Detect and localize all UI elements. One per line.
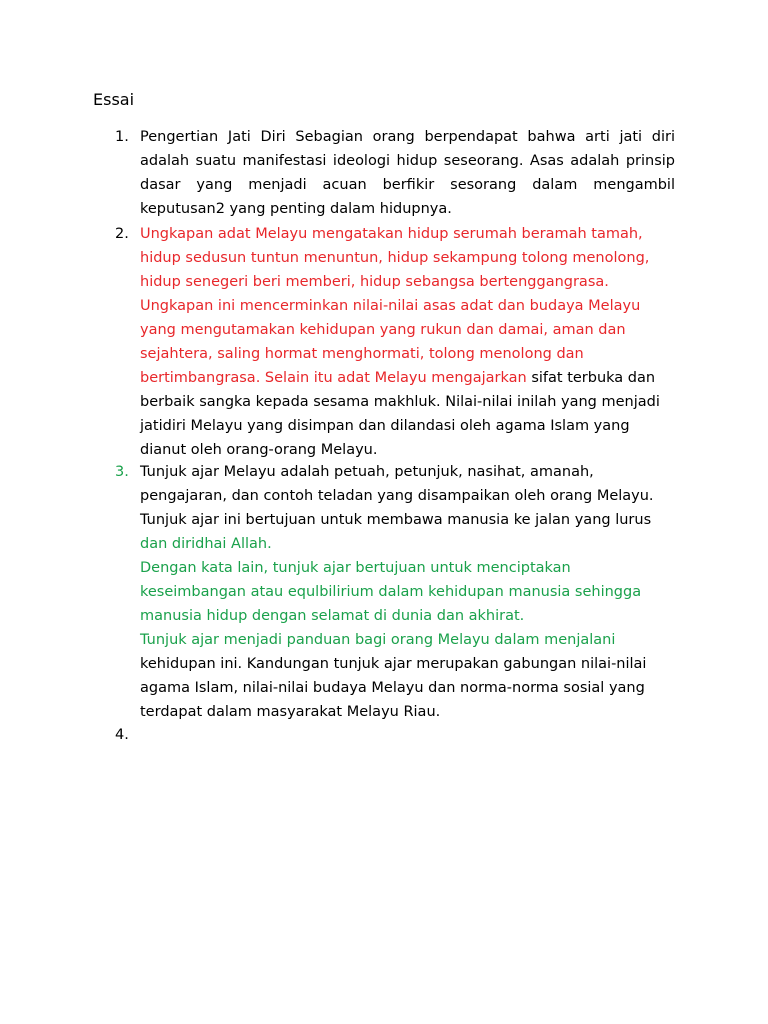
list-item-text [140,125,675,221]
list-number: 1. [115,129,129,145]
text-line-green: dan diridhai Allah. [140,536,272,552]
text-line: pengajaran, dan contoh teladan yang disampaikan oleh orang Melayu. [140,488,654,504]
list-item-text [140,222,675,462]
text-line: kehidupan ini. Kandungan tunjuk ajar merupakan gabungan nilai-nilai [140,656,647,672]
text-line-red: hidup senegeri beri memberi, hidup sebangsa bertenggangrasa. [140,274,609,290]
text-line: jatidiri Melayu yang disimpan dan dilandasi oleh agama Islam yang [140,418,630,434]
list-number: 4. [115,727,129,743]
text-line: Tunjuk ajar ini bertujuan untuk membawa manusia ke jalan yang lurus [140,512,652,528]
text-line-green: keseimbangan atau equlbilirium dalam kehidupan manusia sehingga [140,584,642,600]
text-segment-black: sifat terbuka dan [526,370,656,386]
text-line: berbaik sangka kepada sesama makhluk. Nilai-nilai inilah yang menjadi [140,394,660,410]
text-line-red: hidup sedusun tuntun menuntun, hidup sekampung tolong menolong, [140,250,650,266]
text-line: keputusan2 yang penting dalam hidupnya. [140,201,452,217]
text-line: dasar yang menjadi acuan berfikir sesorang dalam mengambil [140,177,675,193]
text-line-green: manusia hidup dengan selamat di dunia dan akhirat. [140,608,525,624]
text-line: Pengertian Jati Diri Sebagian orang berpendapat bahwa arti jati diri [140,129,675,145]
text-line: adalah suatu manifestasi ideologi hidup seseorang. Asas adalah prinsip [140,153,675,169]
text-line-red: Ungkapan adat Melayu mengatakan hidup serumah beramah tamah, [140,226,643,242]
list-item-text [140,460,675,724]
document-title: Essai [93,90,135,109]
list-number: 2. [115,226,129,242]
text-line-green: Tunjuk ajar menjadi panduan bagi orang Melayu dalam menjalani [140,632,616,648]
text-line-red: sejahtera, saling hormat menghormati, tolong menolong dan [140,346,584,362]
list-number: 3. [115,464,129,480]
text-line-red: Ungkapan ini mencerminkan nilai-nilai asas adat dan budaya Melayu [140,298,641,314]
text-segment-red: bertimbangrasa. Selain itu adat Melayu mengajarkan [140,370,527,386]
text-line: Tunjuk ajar Melayu adalah petuah, petunjuk, nasihat, amanah, [140,464,594,480]
text-line: agama Islam, nilai-nilai budaya Melayu dan norma-norma sosial yang [140,680,645,696]
text-line-red: yang mengutamakan kehidupan yang rukun dan damai, aman dan [140,322,626,338]
text-line-mixed [140,366,675,390]
text-line-green: Dengan kata lain, tunjuk ajar bertujuan untuk menciptakan [140,560,571,576]
text-line: terdapat dalam masyarakat Melayu Riau. [140,704,441,720]
text-line: dianut oleh orang-orang Melayu. [140,442,378,458]
